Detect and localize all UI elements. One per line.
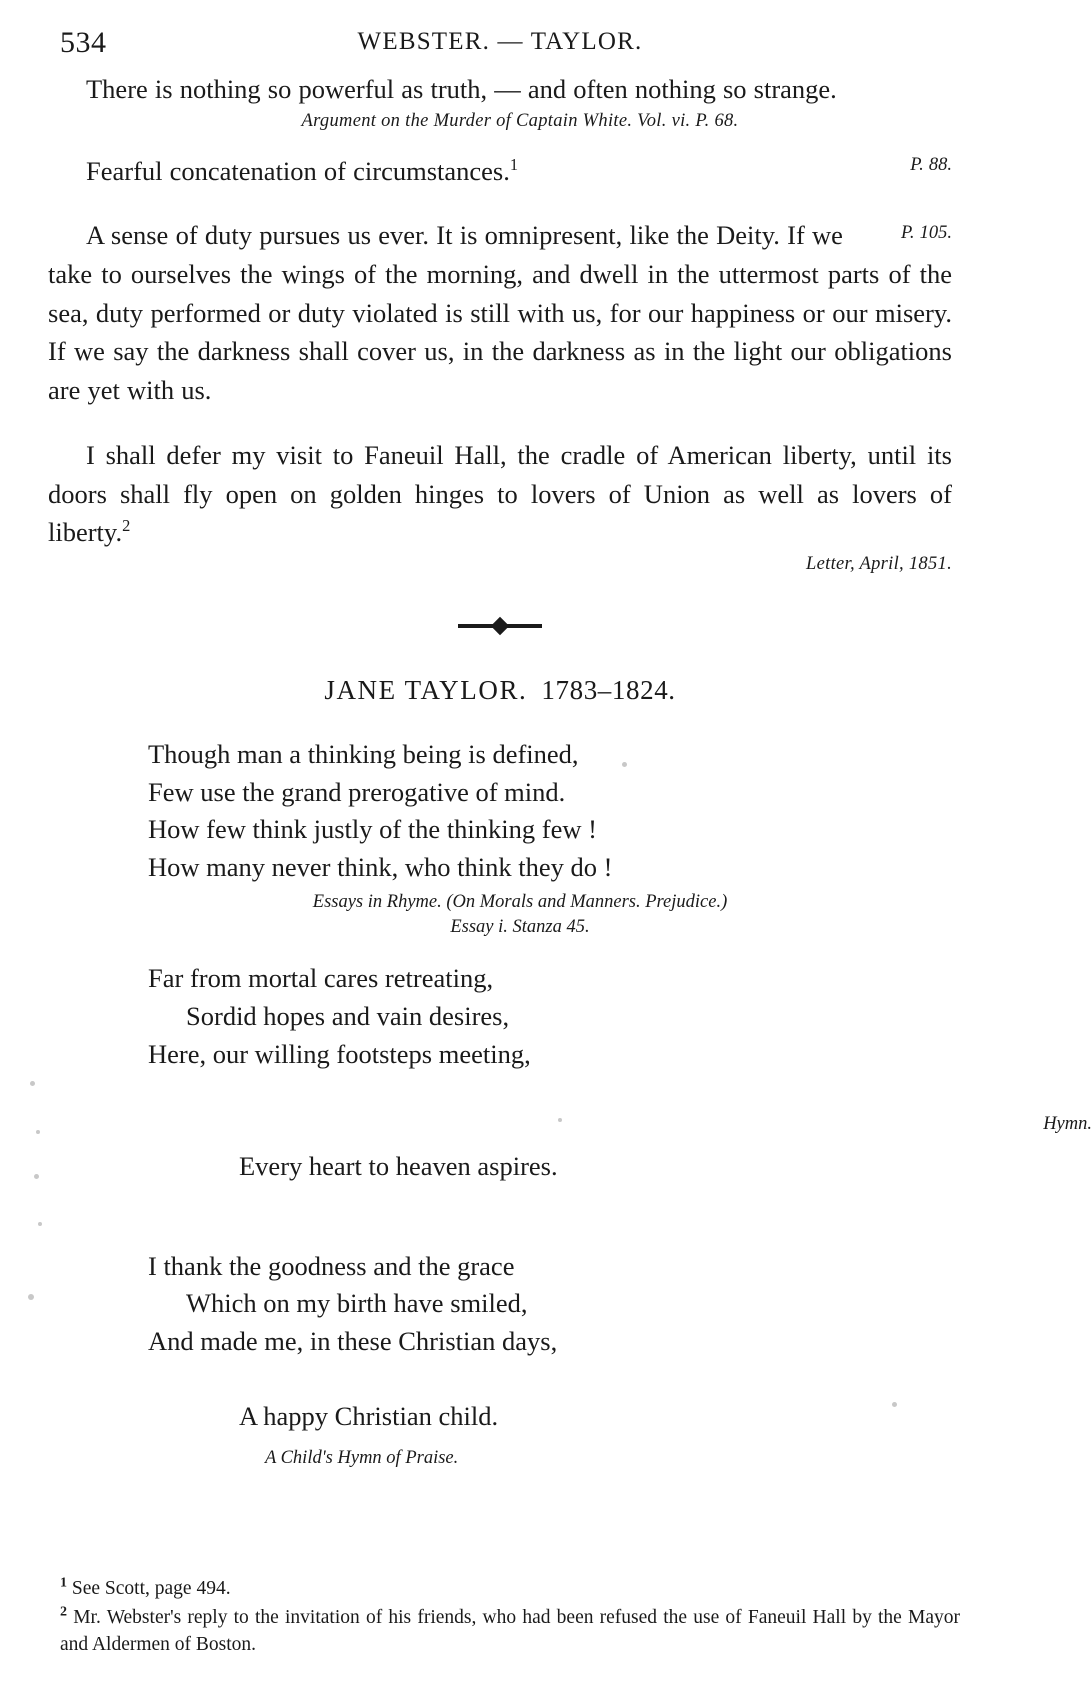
verse-block (148, 1248, 952, 1511)
quotation-paragraph (48, 436, 952, 552)
author-dates: 1783–1824. (541, 674, 676, 705)
document-page (0, 26, 1092, 1703)
footnote-marker: 1 (60, 1574, 68, 1591)
quotation-text: I shall defer my visit to Faneuil Hall, the cradle of American liberty, until its doors shall fly open on golden hinges to lovers of Union as well as lovers of liberty. (48, 439, 952, 548)
verse-citation: Hymn. (1043, 1113, 1092, 1134)
quotation-text: A sense of duty pursues us ever. It is omnipresent, like the Deity. If we take to ourselves the wings of the morning, and dwell in the uttermost parts of the sea, duty performed or duty violated is still with us, for our happiness or our misery. If we say the darkness shall cover us, in the darkness as in the light our obligations are yet with us. (48, 220, 952, 406)
page-content (48, 70, 1092, 1511)
verse-line: And made me, in these Christian days, (148, 1325, 558, 1356)
footnote-reference[interactable]: 2 (122, 516, 131, 536)
verse-citation: Essays in Rhyme. (On Morals and Manners. Prejudice.) (312, 892, 728, 913)
page-number: 534 (60, 26, 107, 59)
paper-speck (34, 1174, 39, 1179)
verse-line (148, 1073, 1092, 1224)
spacer (48, 940, 952, 960)
verse-line-text: Every heart to heaven aspires. (239, 1151, 558, 1182)
verse-citation-secondary: Essay i. Stanza 45. (450, 917, 590, 938)
verse-line: Far from mortal cares retreating, (148, 963, 494, 994)
quotation-text: Fearful concatenation of circumstances. (86, 155, 510, 186)
quotation-paragraph-with-inline-citation (48, 152, 952, 191)
verse-line: Which on my birth have smiled, (186, 1288, 528, 1319)
spacer (48, 196, 952, 216)
spacer (48, 416, 952, 436)
paper-speck (622, 762, 627, 767)
verse-line: I thank the goodness and the grace (148, 1250, 515, 1281)
footnote-marker: 2 (60, 1603, 68, 1620)
quotation-paragraph-with-inline-citation (48, 216, 952, 409)
spacer (48, 1228, 952, 1248)
footnote-reference[interactable]: 1 (509, 154, 519, 174)
paper-speck (36, 1130, 40, 1134)
quotation-citation: Letter, April, 1851. (806, 553, 952, 574)
divider-bar (458, 624, 542, 628)
verse-block (148, 736, 952, 887)
footnote-text: See Scott, page 494. (71, 1578, 231, 1600)
paper-speck (30, 1081, 35, 1086)
quotation-citation: P. 88. (910, 154, 952, 175)
paper-speck (28, 1294, 34, 1300)
verse-line: Sordid hopes and vain desires, (186, 1000, 510, 1031)
footnote-item (32, 1576, 960, 1603)
verse-line (148, 1361, 952, 1512)
verse-line: Few use the grand prerogative of mind. (148, 776, 566, 807)
verse-line: How few think justly of the thinking few ! (148, 814, 597, 845)
footnote-section (32, 1576, 960, 1661)
quotation-citation: P. 105. (900, 223, 952, 244)
footnote-item (32, 1605, 960, 1659)
section-divider-ornament (48, 617, 952, 639)
verse-citation: A Child's Hymn of Praise. (265, 1447, 459, 1468)
spacer (48, 132, 952, 152)
verse-line: Though man a thinking being is defined, (148, 738, 579, 769)
quotation-citation: Argument on the Murder of Captain White. Vol. vi. P. 68. (301, 110, 739, 131)
footnote-text: Mr. Webster's reply to the invitation of his friends, who had been refused the use of Faneuil Hall by the Mayor and Aldermen of Boston. (60, 1607, 961, 1656)
quotation-paragraph: There is nothing so powerful as truth, — and often nothing so strange. (86, 74, 837, 104)
author-heading (48, 675, 952, 706)
verse-line: How many never think, who think they do ! (148, 851, 613, 882)
verse-line: Here, our willing footsteps meeting, (148, 1038, 531, 1069)
diamond-icon (491, 617, 509, 635)
author-name: JANE TAYLOR. (324, 674, 528, 705)
verse-line-text: A happy Christian child. (239, 1401, 499, 1432)
running-head: WEBSTER. — TAYLOR. (357, 28, 643, 55)
page-header (48, 26, 952, 70)
verse-block (148, 960, 1092, 1223)
paper-speck (38, 1222, 42, 1226)
